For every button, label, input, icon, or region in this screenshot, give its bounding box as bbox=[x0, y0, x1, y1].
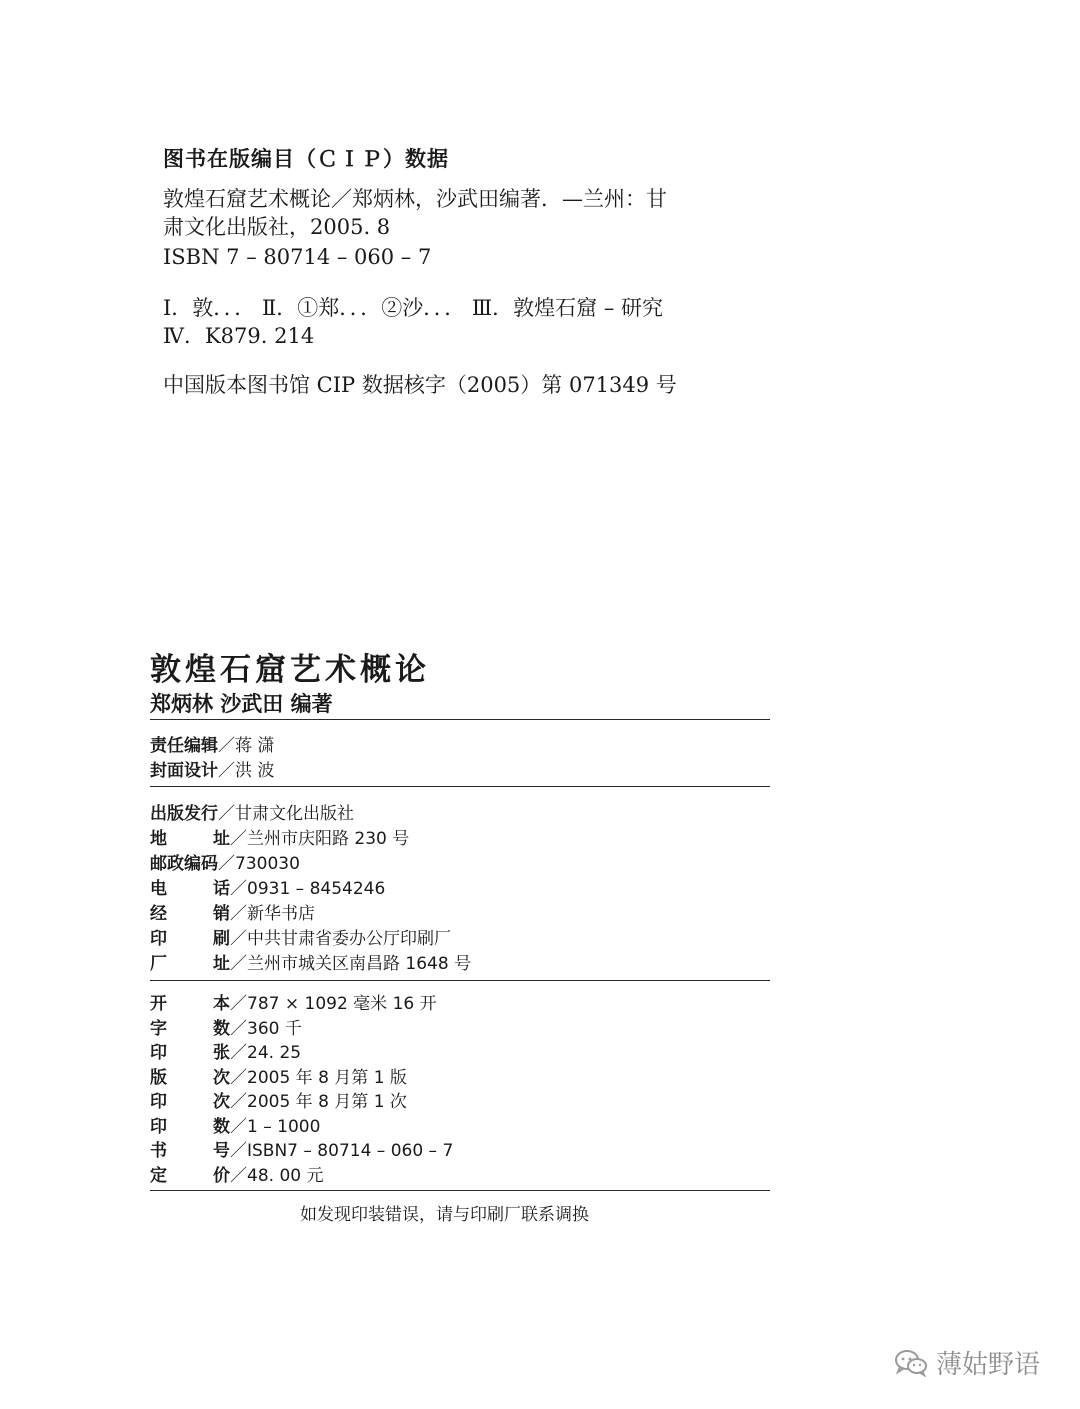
colophon-value: 787 × 1092 毫米 16 开 bbox=[247, 994, 437, 1014]
colophon-value: ISBN7 – 80714 – 060 – 7 bbox=[247, 1141, 454, 1161]
colophon-value: 兰州市庆阳路 230 号 bbox=[247, 829, 410, 849]
colophon-label: 版 次 bbox=[150, 1067, 230, 1088]
colophon-separator: ／ bbox=[230, 1165, 247, 1186]
divider bbox=[150, 719, 770, 720]
colophon-separator: ／ bbox=[230, 879, 247, 899]
divider bbox=[150, 786, 770, 787]
colophon-separator: ／ bbox=[230, 1141, 247, 1161]
colophon-row bbox=[150, 1014, 302, 1039]
colophon-value: 兰州市城关区南昌路 1648 号 bbox=[247, 954, 472, 974]
colophon-label: 出版发行 bbox=[150, 804, 218, 824]
colophon-value: 1 – 1000 bbox=[247, 1116, 321, 1137]
colophon-separator: ／ bbox=[230, 1092, 247, 1112]
cip-heading: 图书在版编目（ＣＩＰ）数据 bbox=[163, 147, 449, 171]
divider bbox=[150, 1190, 770, 1191]
wechat-icon bbox=[894, 1349, 928, 1377]
colophon-value: 蒋 潇 bbox=[235, 736, 275, 756]
book-title: 敦煌石窟艺术概论 bbox=[150, 652, 430, 688]
colophon-row bbox=[150, 989, 437, 1014]
colophon-separator: ／ bbox=[230, 829, 247, 849]
cip-record-line-1: 敦煌石窟艺术概论／郑炳林，沙武田编著．—兰州：甘 bbox=[163, 187, 667, 211]
colophon-label: 定 价 bbox=[150, 1165, 230, 1186]
colophon-value: 新华书店 bbox=[247, 904, 315, 924]
colophon-row bbox=[150, 1161, 323, 1186]
misprint-notice: 如发现印装错误，请与印刷厂联系调换 bbox=[300, 1205, 589, 1225]
colophon-label: 印 数 bbox=[150, 1116, 230, 1137]
colophon-separator: ／ bbox=[230, 1116, 247, 1137]
colophon-separator: ／ bbox=[230, 929, 247, 949]
colophon-label: 印 张 bbox=[150, 1043, 230, 1063]
colophon-row bbox=[150, 1136, 453, 1161]
colophon-label: 印 次 bbox=[150, 1092, 230, 1112]
colophon-label: 开 本 bbox=[150, 994, 230, 1014]
colophon-label: 厂 址 bbox=[150, 954, 230, 974]
colophon-separator: ／ bbox=[218, 736, 235, 756]
colophon-label: 邮政编码 bbox=[150, 854, 218, 874]
colophon-value: 2005 年 8 月第 1 次 bbox=[247, 1092, 407, 1112]
colophon-label: 书 号 bbox=[150, 1141, 230, 1161]
cip-verification: 中国版本图书馆 CIP 数据核字（2005）第 071349 号 bbox=[163, 373, 677, 397]
colophon-value: 48. 00 元 bbox=[247, 1165, 324, 1186]
colophon-value: 2005 年 8 月第 1 版 bbox=[247, 1067, 407, 1088]
colophon-value: 中共甘肃省委办公厅印刷厂 bbox=[247, 929, 451, 949]
colophon-row bbox=[150, 1063, 407, 1088]
colophon-separator: ／ bbox=[218, 854, 235, 874]
colophon-separator: ／ bbox=[230, 954, 247, 974]
colophon-label: 封面设计 bbox=[150, 761, 218, 781]
cip-classification-2: Ⅳ．K879. 214 bbox=[163, 324, 315, 348]
colophon-row bbox=[150, 824, 409, 849]
colophon-label: 字 数 bbox=[150, 1018, 230, 1039]
colophon-row bbox=[150, 899, 315, 924]
colophon-label: 地 址 bbox=[150, 829, 230, 849]
colophon-separator: ／ bbox=[218, 804, 235, 824]
colophon-separator: ／ bbox=[230, 904, 247, 924]
book-authors: 郑炳林 沙武田 编著 bbox=[150, 691, 333, 716]
colophon-separator: ／ bbox=[230, 1043, 247, 1063]
colophon-row bbox=[150, 874, 385, 899]
colophon-separator: ／ bbox=[218, 761, 235, 781]
divider bbox=[150, 980, 770, 981]
colophon-value: 730030 bbox=[235, 854, 300, 874]
cip-isbn: ISBN 7 – 80714 – 060 – 7 bbox=[163, 245, 432, 269]
colophon-row bbox=[150, 1087, 407, 1112]
colophon-value: 甘肃文化出版社 bbox=[235, 804, 354, 824]
colophon-row bbox=[150, 924, 451, 949]
colophon-row bbox=[150, 949, 471, 974]
colophon-value: 0931 – 8454246 bbox=[247, 879, 386, 899]
colophon-row bbox=[150, 731, 274, 756]
colophon-row bbox=[150, 849, 300, 874]
colophon-row bbox=[150, 756, 274, 781]
colophon-row bbox=[150, 1112, 320, 1137]
watermark bbox=[894, 1344, 1040, 1381]
colophon-value: 24. 25 bbox=[247, 1043, 302, 1063]
colophon-label: 电 话 bbox=[150, 879, 230, 899]
colophon-value: 360 千 bbox=[247, 1018, 302, 1039]
colophon-value: 洪 波 bbox=[235, 761, 275, 781]
colophon-label: 印 刷 bbox=[150, 929, 230, 949]
watermark-text: 薄姑野语 bbox=[935, 1350, 1040, 1380]
colophon-separator: ／ bbox=[230, 994, 247, 1014]
colophon-label: 经 销 bbox=[150, 904, 230, 924]
colophon-separator: ／ bbox=[230, 1067, 247, 1088]
cip-record-line-2: 肃文化出版社，2005. 8 bbox=[163, 215, 391, 239]
cip-classification-1: Ⅰ．敦．．． Ⅱ．①郑．．．②沙．．． Ⅲ．敦煌石窟 – 研究 bbox=[163, 296, 664, 320]
colophon-row bbox=[150, 1038, 301, 1063]
colophon-separator: ／ bbox=[230, 1018, 247, 1039]
colophon-row bbox=[150, 799, 354, 824]
colophon-label: 责任编辑 bbox=[150, 736, 218, 756]
